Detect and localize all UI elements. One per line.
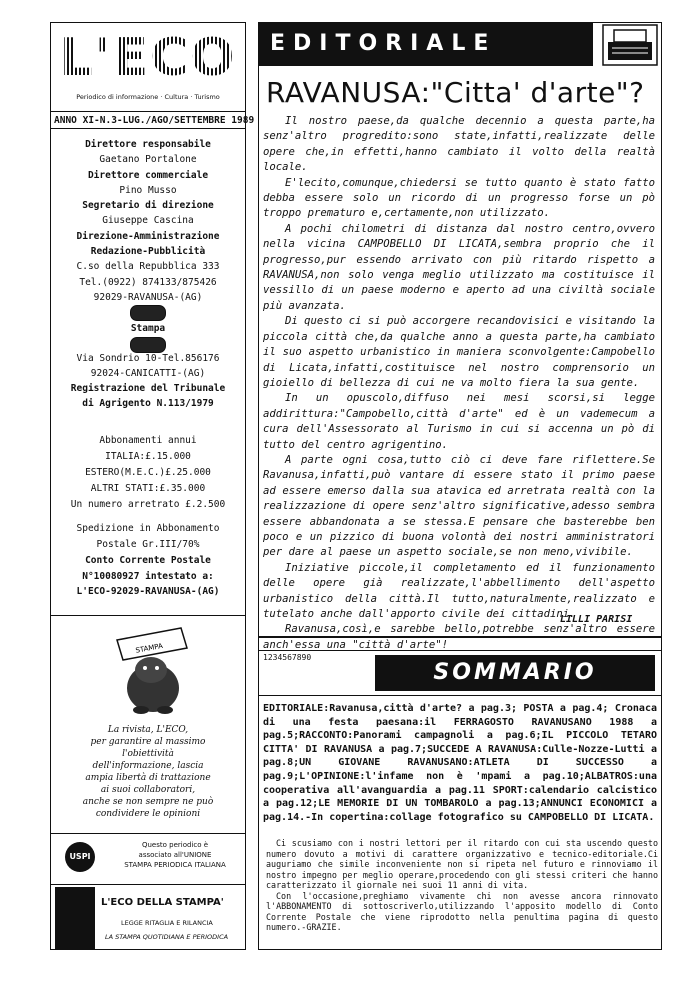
caption-line: condividere le opinioni [95, 809, 201, 819]
editorial-paragraph: Iniziative piccole,il completamento ed il funzionamento delle opere già realizzate,l'abbellimento dell'aspetto urbanistico della città.Il tutto,naturalmente,realizzato e tutelato anche dall'apporto civile dei cittadini. [263, 561, 655, 620]
phone-line: Tel.(0922) 874133/875426 [79, 276, 217, 288]
editorial-paragraph: A parte ogni cosa,tutto ciò ci deve fare riflettere.Se Ravanusa,infatti,può vantare di essere stato il primo paese ad essere emerso dalla sua atavica ed arretrata realtà con la realizzazione di opere senz'altro significative,adesso sembra essere abbandonata a se stessa.E pensare che basterebbe ben poco e un pizzico di buona volontà dei nostri amministratori per dare al paese un aspetto sociale,se non meno,vivibile. [263, 453, 655, 559]
postal-account-number: N°10080927 intestato a: [82, 570, 214, 582]
person-name: Pino Musso [119, 184, 177, 196]
subscriptions-title: Abbonamenti annui [99, 435, 197, 446]
subscriptions [51, 433, 245, 553]
illustration-caption [51, 724, 245, 820]
editorial-body [263, 114, 655, 653]
staff-list [51, 137, 245, 412]
role-label: Direzione-Amministrazione [76, 230, 220, 242]
printer-logo-icon [130, 305, 166, 321]
editorial-title: RAVANUSA:"Citta' d'arte"? [266, 76, 645, 109]
editorial-paragraph: Il nostro paese,da qualche decennio a questa parte,ha senz'altro progredito:sono state,infatti,realizzate delle opere che,in effetti,hanno cambiato il volto della realtà locale. [263, 115, 655, 174]
editorial-header [258, 22, 662, 70]
sommario-body: EDITORIALE:Ravanusa,città d'arte? a pag.3; POSTA a pag.4; Cronaca di una festa paesana:il FERRAGOSTO RAVANUSANO 1988 a pag.5;RACCONTO:Panorami campagnoli a pag.6;IL PICCOLO TETARO CITTA' DI RAVANUSA a pag.7;SUCCEDE A RAVANUSA:Culle-Nozze-Lutti a pag.8;UN GIOVANE RAVANUSANO:ATLETA DI SUCCESSO a pag.9;L'OPINIONE:l'infame non è 'mpami a pag.10;ALBATROS:una cooperativa all'avanguardia a pag.11 SPORT:calendario calcistico a pag.12;LE MEMORIE DI UN TOMBAROLO a pag.13;ANNUNCI ECONOMICI a pag.14.-In copertina:collage fotografico su CAMPOBELLO DI LICATA. [263, 703, 657, 823]
registration-line: di Agrigento N.113/1979 [82, 398, 214, 410]
editorial-paragraph: In un opuscolo,diffuso nei mesi scorsi,si legge addirittura:"Campobello,città d'arte" ed è un vademecum a cura dell'Assessorato al Turismo in cui si accenna un pò di tutto del centro agrigentino. [263, 392, 655, 451]
issue-line: ANNO XI-N.3-LUG./AGO/SETTEMBRE 1989 [51, 111, 245, 129]
hat-label: STAMPA [134, 642, 164, 655]
price-italy: ITALIA:£.15.000 [105, 451, 191, 462]
section-divider [258, 636, 662, 638]
uspi-block [51, 833, 245, 885]
person-name: Giuseppe Cascina [102, 215, 194, 227]
caption-line: ai suoi collaboratori, [100, 785, 196, 795]
shipping-line: Postale Gr.III/70% [96, 539, 200, 550]
section-label-editoriale: EDITORIALE [258, 22, 593, 66]
uspi-line: associato all'UNIONE [138, 851, 212, 859]
price-eec: ESTERO(M.E.C.)£.25.000 [85, 467, 211, 478]
caption-line: ampia libertà di trattazione [85, 773, 211, 783]
caption-line: anche se non sempre ne può [82, 797, 214, 807]
uspi-line: Questo periodico è [141, 841, 209, 849]
illustration-block [51, 615, 245, 834]
note-paragraph: Ci scusiamo con i nostri lettori per il ritardo con cui sta uscendo questo numero dovuto a motivi di carattere organizzativo e tecnico-editoriale.Ci auguriamo che simile inconveniente non si ripeta nel futuro e rinnoviamo il nostro impegno per meglio operare,procedendo con gli stessi criteri che hanno caratterizzato il giornale nei suoi 11 anni di vita. [266, 838, 658, 890]
uspi-line: STAMPA PERIODICA ITALIANA [124, 861, 226, 869]
editorial-paragraph: E'lecito,comunque,chiedersi se tutto quanto è stato fatto debba essere solo un ricordo di un progresso forse un pò troppo prematuro e,certamente,non utilizzato. [263, 176, 655, 220]
uspi-logo-icon: USPI [65, 842, 95, 872]
role-label: Direttore commerciale [87, 169, 209, 181]
section-label-sommario: SOMMARIO [375, 655, 655, 691]
person-name: Gaetano Portalone [99, 154, 197, 166]
uspi-text [107, 840, 243, 870]
eco-stampa-image [55, 887, 95, 949]
logo-wordmark: L'ECO [59, 28, 237, 88]
registration-line: Registrazione del Tribunale [70, 383, 226, 395]
editorial-paragraph: A pochi chilometri di distanza dal nostro centro,ovvero nella vicina CAMPOBELLO DI LICATA,sembra proprio che il progresso,pur essendo arrivato con più ritardo rispetto a RAVANUSA,non solo venga meglio utilizzato ma costituisce il vessillo di un paese moderno e aperto ad una civiltà sociale più avanzata. [263, 222, 655, 312]
ad-line: LEGGE RITAGLIA E RILANCIA [121, 919, 213, 927]
postal-account-title: Conto Corrente Postale [85, 555, 211, 566]
address-line: C.so della Repubblica 333 [76, 261, 220, 273]
logo [51, 23, 245, 113]
role-label: Segretario di direzione [82, 200, 214, 212]
numbers-doodle: 1234567890 [263, 653, 312, 662]
role-label: Stampa [130, 323, 166, 335]
editorial-paragraph: Ravanusa,così,e sarebbe bello,potrebbe senz'altro essere anch'essa una "città d'arte"! [263, 623, 655, 651]
sommario-header [258, 650, 662, 696]
postal-account-holder: L'ECO-92029-RAVANUSA-(AG) [76, 586, 220, 597]
shipping-line: Spedizione in Abbonamento [76, 523, 220, 534]
note-paragraph: Con l'occasione,preghiamo vivamente chi non avesse ancora rinnovato l'ABBONAMENTO di sottoscriverlo,utilizzando l'apposito modello di Conto Corrente Postale che viene riprodotto nella penultima pagina di questo numero.-GRAZIE. [266, 890, 658, 932]
typewriter-icon [602, 24, 658, 66]
price-back-issue: Un numero arretrato £.2.500 [70, 499, 226, 510]
caption-line: dell'informazione, lascia [92, 761, 204, 771]
caption-line: l'obiettività [122, 749, 174, 759]
ad-title: L'ECO DELLA STAMPA' [101, 897, 224, 908]
role-label: Redazione-Pubblicità [90, 246, 206, 258]
eco-della-stampa-ad [55, 887, 245, 949]
caption-line: per garantire al massimo [90, 737, 206, 747]
editorial-paragraph: Di questo ci si può accorgere recandovisici e visitando la piccola città che,da qualche anno a questa parte,ha cambiato il suo aspetto urbanistico in maniera sconvolgente:Campobello di Licata,infatti,costituisce nel nostro comprensorio un gioiello di bellezza di cui ne va molto fiera la sua gente. [263, 315, 655, 389]
caption-line: La rivista, L'ECO, [107, 725, 189, 735]
role-label: Direttore responsabile [85, 139, 211, 150]
apology-note [266, 838, 658, 933]
postal-account [51, 553, 245, 600]
city-line: 92029-RAVANUSA-(AG) [93, 291, 203, 303]
price-other: ALTRI STATI:£.35.000 [90, 483, 206, 494]
address-line: Via Sondrio 10-Tel.856176 [76, 352, 220, 364]
editorial-signature: LILLI PARISI [560, 614, 633, 625]
logo-tagline: Periodico di informazione · Cultura · Turismo [76, 93, 220, 101]
masthead-column [50, 22, 255, 950]
ad-line: LA STAMPA QUOTIDIANA E PERIODICA [105, 933, 229, 941]
city-line: 92024-CANICATTI-(AG) [90, 367, 206, 379]
bear-with-hat-illustration [111, 626, 191, 716]
